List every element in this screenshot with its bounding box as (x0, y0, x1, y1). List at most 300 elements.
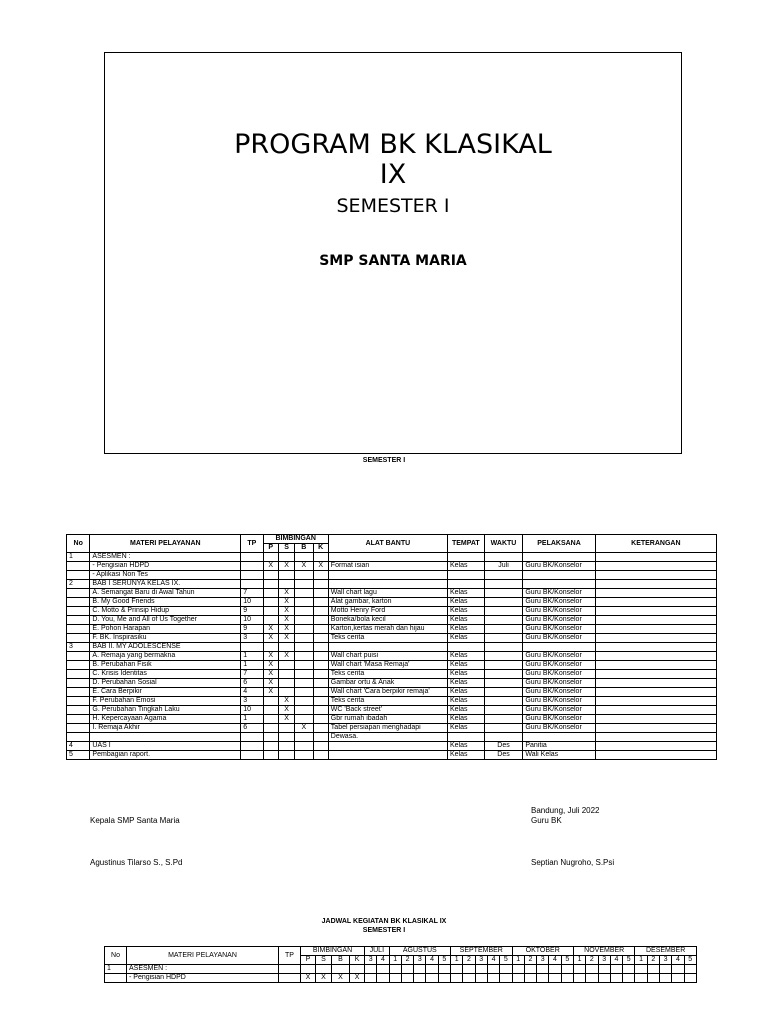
cell-s: X (278, 598, 294, 607)
cell-pelaksana: Guru BK/Konselor (523, 616, 595, 625)
cover-title-line2: IX (379, 159, 407, 190)
cell-k (313, 751, 328, 760)
cell-b (295, 706, 313, 715)
cell-k (313, 688, 328, 697)
jadwal-week-header: 1 (635, 956, 647, 965)
cell-s (278, 724, 294, 733)
header-no: No (67, 535, 90, 553)
cell-b (295, 571, 313, 580)
table-row (67, 661, 717, 670)
jadwal-week-cell (389, 974, 401, 983)
cell-k (313, 589, 328, 598)
jadwal-week-cell (389, 965, 401, 974)
cell-no (67, 679, 90, 688)
cell-p: X (263, 688, 278, 697)
cell-k (313, 697, 328, 706)
jadwal-header-bimbingan: BIMBINGAN (301, 947, 365, 956)
cell-no (67, 634, 90, 643)
cell-tempat: Kelas (447, 598, 484, 607)
cell-waktu (484, 724, 523, 733)
cell-tp (241, 733, 263, 742)
cell-p: X (263, 634, 278, 643)
cell-b (295, 715, 313, 724)
cell-alat: Wall chart 'Masa Remaja' (328, 661, 447, 670)
jadwal-week-cell (610, 974, 622, 983)
jadwal-week-cell (377, 965, 389, 974)
jadwal-week-header: 3 (365, 956, 377, 965)
jadwal-week-header: 1 (512, 956, 524, 965)
cell-b: X (295, 724, 313, 733)
cell-b (295, 580, 313, 589)
cell-tempat: Kelas (447, 706, 484, 715)
jadwal-week-cell (487, 974, 499, 983)
cell-s: X (278, 652, 294, 661)
table-row (67, 553, 717, 562)
cell-p (263, 598, 278, 607)
cell-waktu (484, 589, 523, 598)
cell-s: X (278, 634, 294, 643)
header-keterangan: KETERANGAN (595, 535, 716, 553)
cell-materi: I. Remaja Akhir (90, 724, 241, 733)
cell-keterangan (595, 625, 716, 634)
cell-keterangan (595, 589, 716, 598)
cell-keterangan (595, 643, 716, 652)
cell-pelaksana: Guru BK/Konselor (523, 706, 595, 715)
cell-keterangan (595, 661, 716, 670)
cell-tp: 7 (241, 670, 263, 679)
cell-no (67, 607, 90, 616)
cell-b (295, 751, 313, 760)
cell-pelaksana: Guru BK/Konselor (523, 715, 595, 724)
cell-k (313, 571, 328, 580)
cell-waktu (484, 679, 523, 688)
cell-b (295, 742, 313, 751)
jadwal-week-cell (635, 965, 647, 974)
jadwal-month-header: SEPTEMBER (451, 947, 512, 956)
table-row (67, 724, 717, 733)
cell-tp: 3 (241, 697, 263, 706)
cell-s (278, 679, 294, 688)
jadwal-week-cell (487, 965, 499, 974)
cell-alat (328, 571, 447, 580)
cell-tp: 9 (241, 607, 263, 616)
cell-pelaksana: Guru BK/Konselor (523, 634, 595, 643)
jadwal-cell-s (316, 965, 332, 974)
jadwal-week-header: 2 (647, 956, 659, 965)
signature-right-name: Septian Nugroho, S.Psi (531, 858, 615, 867)
cell-materi: G. Perubahan Tingkah Laku (90, 706, 241, 715)
jadwal-week-cell (537, 965, 549, 974)
jadwal-cell-materi: ASESMEN : (127, 965, 279, 974)
jadwal-week-header: 5 (500, 956, 512, 965)
jadwal-week-cell (537, 974, 549, 983)
cell-no (67, 589, 90, 598)
jadwal-week-cell (475, 974, 487, 983)
cover-title-line1: PROGRAM BK KLASIKAL (234, 129, 552, 160)
table-row (67, 706, 717, 715)
cell-alat: Wall chart lagu (328, 589, 447, 598)
cell-p (263, 580, 278, 589)
cell-waktu: Des (484, 742, 523, 751)
cell-alat (328, 742, 447, 751)
cell-keterangan (595, 562, 716, 571)
cell-p (263, 616, 278, 625)
cell-materi: F. Perubahan Emosi (90, 697, 241, 706)
cell-s (278, 580, 294, 589)
jadwal-week-cell (463, 974, 475, 983)
cell-b (295, 616, 313, 625)
jadwal-week-cell (524, 974, 536, 983)
cell-pelaksana: Guru BK/Konselor (523, 589, 595, 598)
cell-tempat: Kelas (447, 670, 484, 679)
table-row (67, 733, 717, 742)
cell-p (263, 607, 278, 616)
jadwal-cell-p (301, 965, 316, 974)
jadwal-week-cell (598, 974, 610, 983)
cell-no: 5 (67, 751, 90, 760)
cell-pelaksana: Wali Kelas (523, 751, 595, 760)
table-row (67, 751, 717, 760)
cell-tempat (447, 553, 484, 562)
table-row (67, 679, 717, 688)
cell-tp (241, 562, 263, 571)
header-b: B (295, 544, 313, 553)
cell-alat: Dewasa. (328, 733, 447, 742)
jadwal-week-header: 1 (389, 956, 401, 965)
cell-waktu (484, 571, 523, 580)
cell-b (295, 643, 313, 652)
cell-keterangan (595, 715, 716, 724)
cell-alat: Motto Henry Ford (328, 607, 447, 616)
cell-pelaksana: Guru BK/Konselor (523, 661, 595, 670)
cell-tp: 10 (241, 616, 263, 625)
cell-alat: Wall chart puisi (328, 652, 447, 661)
jadwal-week-cell (500, 965, 512, 974)
jadwal-week-cell (623, 965, 635, 974)
cell-alat (328, 751, 447, 760)
cell-tempat: Kelas (447, 562, 484, 571)
jadwal-week-header: 3 (537, 956, 549, 965)
cell-keterangan (595, 571, 716, 580)
cell-waktu (484, 580, 523, 589)
jadwal-week-cell (438, 965, 450, 974)
cell-k (313, 607, 328, 616)
cell-k (313, 616, 328, 625)
cell-tempat: Kelas (447, 607, 484, 616)
cell-s: X (278, 616, 294, 625)
cell-materi: C. Krisis Identitas (90, 670, 241, 679)
jadwal-week-cell (549, 965, 561, 974)
cell-tp: 6 (241, 724, 263, 733)
cell-keterangan (595, 553, 716, 562)
jadwal-week-header: 5 (684, 956, 696, 965)
cell-k (313, 580, 328, 589)
cell-alat: Teks cerita (328, 697, 447, 706)
cell-materi: Pembagian raport. (90, 751, 241, 760)
cell-p: X (263, 679, 278, 688)
cell-keterangan (595, 598, 716, 607)
table-row (67, 652, 717, 661)
jadwal-cell-b: X (332, 974, 350, 983)
table-row (67, 688, 717, 697)
cell-b (295, 697, 313, 706)
signature-right-role: Guru BK (531, 816, 562, 825)
cell-no: 4 (67, 742, 90, 751)
cell-s (278, 571, 294, 580)
cell-b (295, 598, 313, 607)
jadwal-month-header: JULI (365, 947, 390, 956)
jadwal-cell-b (332, 965, 350, 974)
cell-tempat: Kelas (447, 688, 484, 697)
cell-s: X (278, 715, 294, 724)
jadwal-week-cell (365, 965, 377, 974)
cell-materi: D. Perubahan Sosial (90, 679, 241, 688)
table-row (67, 580, 717, 589)
jadwal-week-cell (586, 965, 598, 974)
cell-no (67, 652, 90, 661)
cell-keterangan (595, 751, 716, 760)
cell-tp: 9 (241, 625, 263, 634)
cell-alat: Teks cerita (328, 634, 447, 643)
jadwal-week-header: 2 (401, 956, 413, 965)
jadwal-week-cell (438, 974, 450, 983)
cell-k (313, 742, 328, 751)
cell-keterangan (595, 688, 716, 697)
cell-materi: - Pengisian HDPD (90, 562, 241, 571)
table-row (67, 607, 717, 616)
cell-alat: Gambar ortu & Anak (328, 679, 447, 688)
cell-materi: B. Perubahan Fisik (90, 661, 241, 670)
cell-pelaksana: Guru BK/Konselor (523, 562, 595, 571)
jadwal-week-header: 4 (377, 956, 389, 965)
cell-p: X (263, 625, 278, 634)
cell-pelaksana: Guru BK/Konselor (523, 625, 595, 634)
jadwal-week-cell (573, 974, 585, 983)
cell-materi: D. You, Me and All of Us Together (90, 616, 241, 625)
cell-s: X (278, 589, 294, 598)
jadwal-week-cell (672, 965, 684, 974)
jadwal-week-header: 2 (586, 956, 598, 965)
jadwal-week-cell (463, 965, 475, 974)
jadwal-week-cell (451, 974, 463, 983)
cell-keterangan (595, 670, 716, 679)
jadwal-week-header: 5 (623, 956, 635, 965)
cell-tp: 10 (241, 706, 263, 715)
cell-tp: 4 (241, 688, 263, 697)
jadwal-header-materi: MATERI PELAYANAN (127, 947, 279, 965)
cell-b (295, 589, 313, 598)
jadwal-week-header: 5 (561, 956, 573, 965)
cell-tp: 1 (241, 661, 263, 670)
jadwal-week-cell (426, 965, 438, 974)
header-p: P (263, 544, 278, 553)
cell-p (263, 751, 278, 760)
cell-keterangan (595, 697, 716, 706)
cell-alat (328, 643, 447, 652)
semester-caption: SEMESTER I (362, 457, 406, 464)
cell-b (295, 688, 313, 697)
cell-s: X (278, 607, 294, 616)
cell-waktu (484, 616, 523, 625)
cell-tp: 6 (241, 679, 263, 688)
cell-k (313, 679, 328, 688)
header-alat: ALAT BANTU (328, 535, 447, 553)
jadwal-week-cell (672, 974, 684, 983)
cell-k (313, 706, 328, 715)
cell-materi: BAB II. MY ADOLESCENSE (90, 643, 241, 652)
cell-no (67, 661, 90, 670)
cell-alat: Teks cerita (328, 670, 447, 679)
cell-tp: 10 (241, 598, 263, 607)
cell-materi: B. My Good Friends (90, 598, 241, 607)
jadwal-week-cell (500, 974, 512, 983)
cell-k (313, 661, 328, 670)
cell-tp (241, 553, 263, 562)
cell-k (313, 553, 328, 562)
cell-b (295, 607, 313, 616)
cell-tp: 1 (241, 652, 263, 661)
cell-waktu (484, 670, 523, 679)
cell-p (263, 643, 278, 652)
cell-no (67, 688, 90, 697)
table-row (67, 742, 717, 751)
jadwal-week-cell (684, 965, 696, 974)
cell-alat: Format isian (328, 562, 447, 571)
cell-k (313, 670, 328, 679)
cell-s (278, 733, 294, 742)
header-tp: TP (241, 535, 263, 553)
cell-s (278, 751, 294, 760)
cell-pelaksana (523, 553, 595, 562)
table-row (67, 715, 717, 724)
jadwal-week-cell (549, 974, 561, 983)
jadwal-cell-k: X (350, 974, 365, 983)
cell-no: 2 (67, 580, 90, 589)
jadwal-week-cell (586, 974, 598, 983)
cell-no: 1 (67, 553, 90, 562)
cell-waktu: Juli (484, 562, 523, 571)
cell-materi: E. Cara Berpikir (90, 688, 241, 697)
header-waktu: WAKTU (484, 535, 523, 553)
jadwal-week-cell (414, 965, 426, 974)
cell-k: X (313, 562, 328, 571)
jadwal-week-cell (659, 974, 671, 983)
cell-b (295, 661, 313, 670)
cell-p (263, 733, 278, 742)
cell-materi: A. Remaja yang bermakna (90, 652, 241, 661)
cell-no (67, 625, 90, 634)
cell-p (263, 697, 278, 706)
cell-tp (241, 751, 263, 760)
table-row (67, 562, 717, 571)
jadwal-week-cell (475, 965, 487, 974)
jadwal-week-header: 2 (524, 956, 536, 965)
cell-k (313, 634, 328, 643)
cell-waktu (484, 643, 523, 652)
cell-alat: Gbr rumah ibadah (328, 715, 447, 724)
cell-tp (241, 643, 263, 652)
jadwal-row (105, 965, 697, 974)
jadwal-header-p: P (301, 956, 316, 965)
cell-alat: Alat gambar, karton (328, 598, 447, 607)
cell-keterangan (595, 724, 716, 733)
signature-left-role: Kepala SMP Santa Maria (90, 816, 180, 825)
jadwal-week-cell (647, 974, 659, 983)
cell-s: X (278, 625, 294, 634)
jadwal-week-cell (561, 974, 573, 983)
cell-no (67, 598, 90, 607)
cell-tempat: Kelas (447, 742, 484, 751)
cell-tempat: Kelas (447, 697, 484, 706)
cell-p: X (263, 670, 278, 679)
cell-waktu: Des (484, 751, 523, 760)
cell-tp (241, 571, 263, 580)
cell-materi: - Aplikasi Non Tes (90, 571, 241, 580)
cell-pelaksana: Guru BK/Konselor (523, 598, 595, 607)
cell-no (67, 562, 90, 571)
cell-waktu (484, 553, 523, 562)
table-row (67, 697, 717, 706)
cell-tempat: Kelas (447, 589, 484, 598)
cell-no (67, 706, 90, 715)
cover-semester: SEMESTER I (336, 195, 450, 217)
table-row (67, 616, 717, 625)
cell-tempat: Kelas (447, 652, 484, 661)
cell-tempat: Kelas (447, 751, 484, 760)
cell-tempat: Kelas (447, 625, 484, 634)
program-table (66, 534, 717, 760)
cell-tp: 1 (241, 715, 263, 724)
cell-waktu (484, 706, 523, 715)
jadwal-week-header: 4 (549, 956, 561, 965)
header-pelaksana: PELAKSANA (523, 535, 595, 553)
cell-p (263, 589, 278, 598)
cell-no (67, 670, 90, 679)
cell-p (263, 742, 278, 751)
header-k: K (313, 544, 328, 553)
program-table-body (67, 553, 717, 760)
jadwal-cell-p: X (301, 974, 316, 983)
cell-no (67, 724, 90, 733)
cell-p (263, 571, 278, 580)
jadwal-week-cell (401, 974, 413, 983)
jadwal-week-cell (401, 965, 413, 974)
cell-s (278, 670, 294, 679)
cell-materi: E. Pohon Harapan (90, 625, 241, 634)
cell-k (313, 733, 328, 742)
table-row (67, 670, 717, 679)
jadwal-header-tp: TP (279, 947, 301, 965)
jadwal-week-cell (512, 974, 524, 983)
jadwal-week-cell (623, 974, 635, 983)
cover-box (104, 52, 682, 454)
jadwal-week-cell (426, 974, 438, 983)
cell-pelaksana (523, 580, 595, 589)
cell-waktu (484, 607, 523, 616)
cell-pelaksana: Guru BK/Konselor (523, 607, 595, 616)
cell-waktu (484, 598, 523, 607)
cell-materi: H. Kepercayaan Agama (90, 715, 241, 724)
signature-left-name: Agustinus Tilarso S., S.Pd (90, 858, 183, 867)
table-row (67, 571, 717, 580)
cell-s (278, 643, 294, 652)
cell-materi: A. Semangat Baru di Awal Tahun (90, 589, 241, 598)
cell-no (67, 697, 90, 706)
cell-b: X (295, 562, 313, 571)
cell-waktu (484, 625, 523, 634)
cover-school: SMP SANTA MARIA (319, 253, 467, 269)
jadwal-cell-tp (279, 974, 301, 983)
